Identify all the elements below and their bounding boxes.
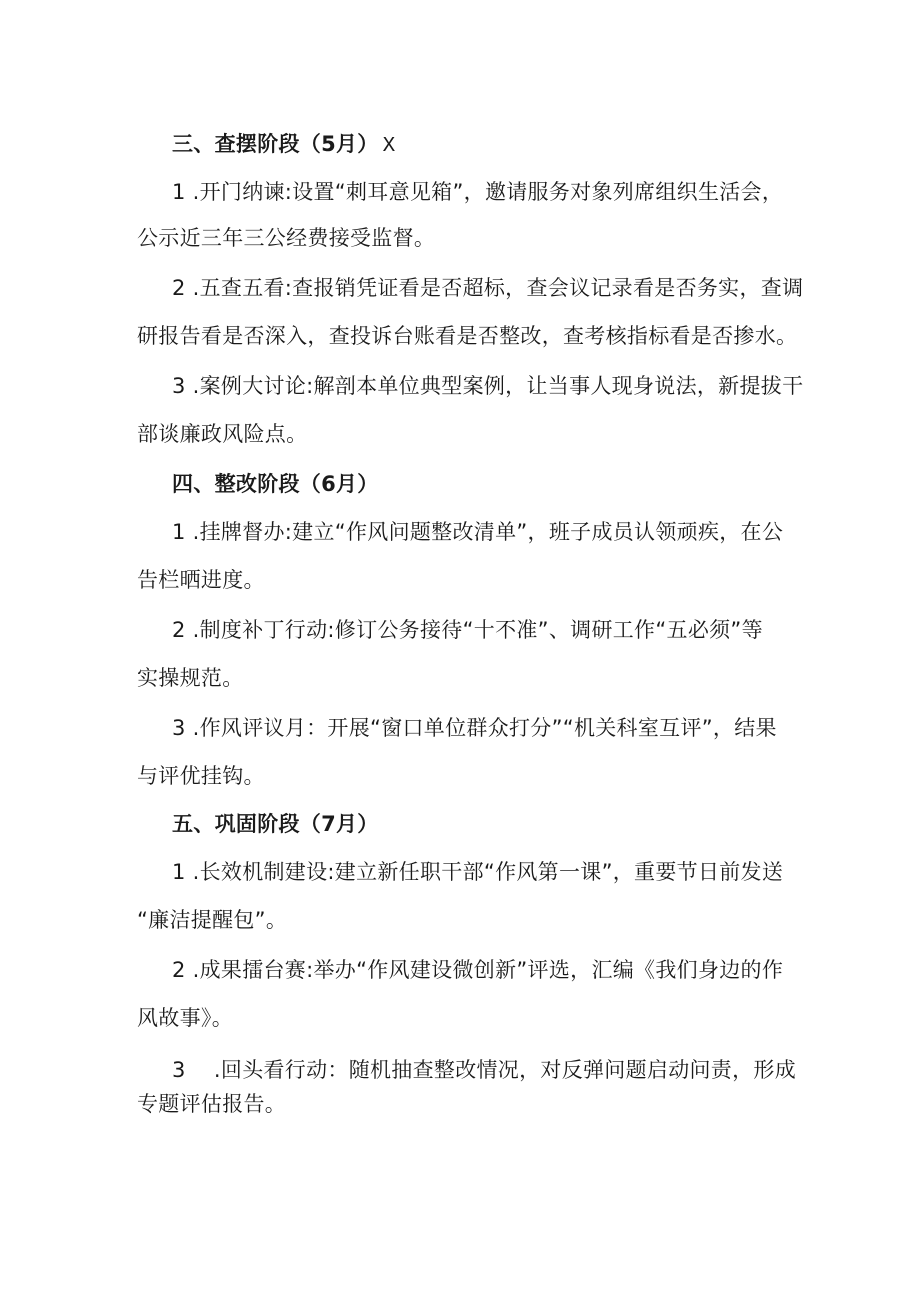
paragraph-line: 公示近三年三公经费接受监督。 [137, 226, 436, 250]
paragraph-line: 3 .作风评议月：开展“窗口单位群众打分”“机关科室互评”，结果 [172, 716, 777, 740]
section-heading-rectification: 四、整改阶段（6月） [172, 472, 379, 496]
paragraph-line: 告栏晒进度。 [137, 568, 265, 592]
paragraph-line: 2 .五查五看:查报销凭证看是否超标，查会议记录看是否务实，查调 [172, 276, 804, 300]
paragraph-line: 实操规范。 [137, 666, 244, 690]
paragraph-line: 3 .案例大讨论:解剖本单位典型案例，让当事人现身说法，新提拔干 [172, 374, 804, 398]
paragraph-line: “廉洁提醒包”。 [137, 908, 288, 932]
paragraph-line: 2 .制度补丁行动:修订公务接待“十不准”、调研工作“五必须”等 [172, 618, 763, 642]
paragraph-line: 1 .挂牌督办:建立“作风问题整改清单”，班子成员认领顽疾，在公 [172, 520, 784, 544]
paragraph-line: 3 .回头看行动：随机抽查整改情况，对反弹问题启动问责，形成 [172, 1058, 797, 1082]
paragraph-line: 部谈廉政风险点。 [137, 422, 308, 446]
section-heading-text: 三、查摆阶段（5月） [172, 132, 379, 156]
section-heading-consolidation: 五、巩固阶段（7月） [172, 812, 379, 836]
paragraph-line: 与评优挂钩。 [137, 764, 265, 788]
paragraph-line: 风故事》。 [137, 1006, 233, 1030]
heading-suffix-mark: X [382, 135, 396, 158]
paragraph-line: 1 .长效机制建设:建立新任职干部“作风第一课”，重要节日前发送 [172, 860, 784, 884]
section-heading-inspection [172, 130, 396, 161]
paragraph-line: 1 .开门纳谏:设置“刺耳意见箱”，邀请服务对象列席组织生活会， [172, 180, 784, 204]
paragraph-line: 专题评估报告。 [137, 1092, 287, 1116]
paragraph-line: 研报告看是否深入，查投诉台账看是否整改，查考核指标看是否掺水。 [137, 324, 798, 348]
paragraph-line: 2 .成果擂台赛:举办“作风建设微创新”评选，汇编《我们身边的作 [172, 958, 784, 982]
